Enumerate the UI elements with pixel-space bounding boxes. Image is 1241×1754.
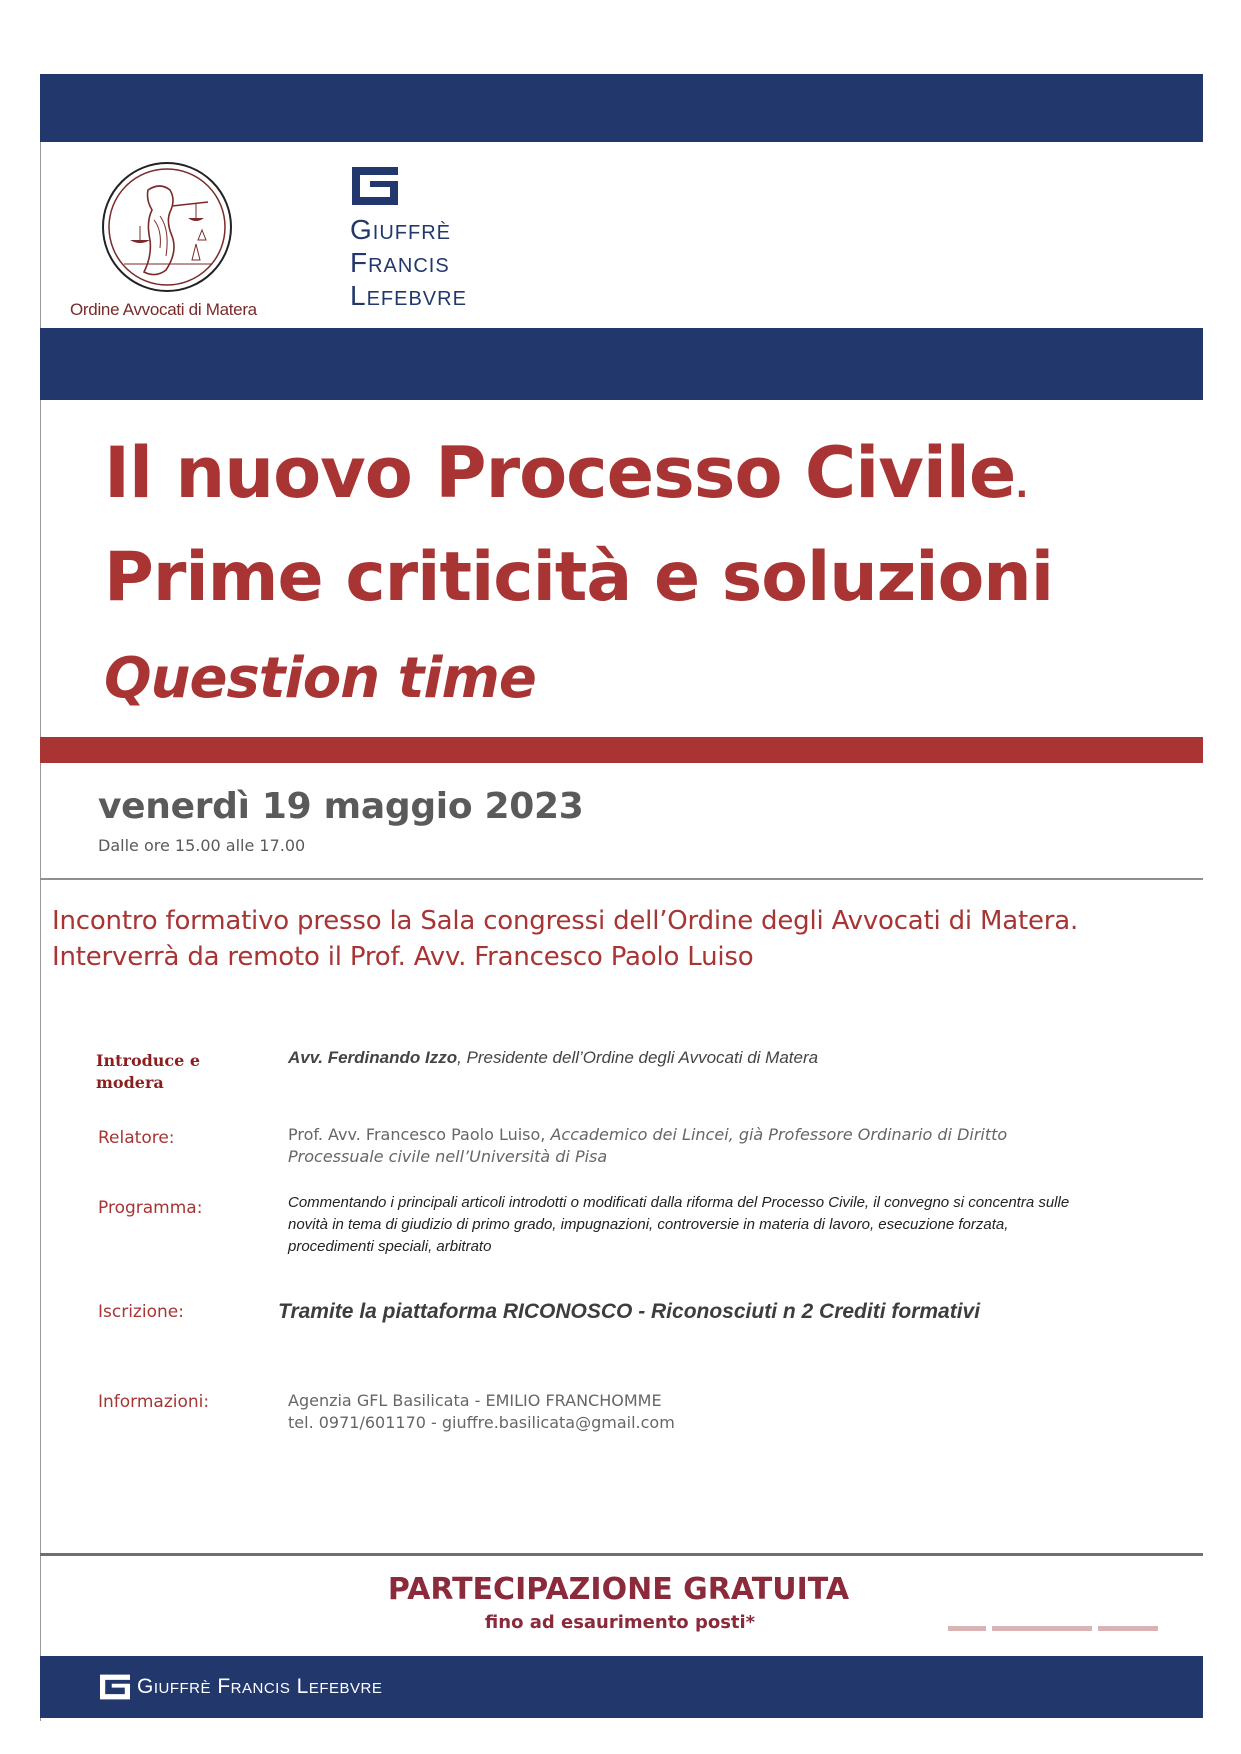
participation-headline	[0, 1572, 1241, 1607]
page-frame	[40, 74, 1203, 1721]
informazioni-line-2: tel. 0971/601170 - giuffre.basilicata@gmail.com	[288, 1413, 675, 1432]
introduce-value	[288, 1048, 818, 1068]
intro-line-1: Incontro formativo presso la Sala congressi dell’Ordine degli Avvocati di Matera.	[52, 906, 1079, 936]
informazioni-line-1: Agenzia GFL Basilicata - EMILIO FRANCHOMME	[288, 1391, 662, 1410]
relatore-name: Prof. Avv. Francesco Paolo Luiso,	[288, 1125, 546, 1144]
title-line-1-text: Il nuovo Processo Civile	[104, 432, 1016, 514]
participation-subline-text: fino ad esaurimento posti*	[484, 1612, 756, 1633]
header-band-top	[40, 74, 1203, 142]
informazioni-value	[288, 1390, 675, 1434]
gfl-logo-mark-icon	[352, 167, 398, 205]
title-divider-bar	[40, 737, 1203, 763]
seal-caption: Ordine Avvocati di Matera	[70, 300, 257, 319]
cropped-text-remnant	[948, 1626, 1160, 1634]
footer-divider	[40, 1553, 1203, 1556]
title-line-1	[104, 432, 1027, 514]
relatore-value	[288, 1124, 1068, 1168]
title-line-2: Prime criticità e soluzioni	[104, 538, 1054, 617]
gfl-logo-line-3: Lefebvre	[350, 280, 467, 311]
header-band-middle	[40, 328, 1203, 400]
gfl-logo-wordmark	[350, 213, 467, 312]
title-line-3: Question time	[104, 646, 536, 711]
intro-line-2: Interverrà da remoto il Prof. Avv. Francesco Paolo Luiso	[52, 942, 754, 972]
introduce-name: Avv. Ferdinando Izzo	[288, 1048, 458, 1067]
gfl-logo-line-2: Francis	[350, 247, 450, 278]
event-hours: Dalle ore 15.00 alle 17.00	[98, 836, 306, 855]
ordine-avvocati-seal-logo	[100, 160, 234, 294]
gfl-logo-line-1: Giuffrè	[350, 214, 451, 245]
relatore-label: Relatore:	[98, 1128, 175, 1148]
title-line-1-suffix: .	[1015, 466, 1028, 506]
programma-text: Commentando i principali articoli introdotti o modificati dalla riforma del Processo Civile, il convegno si concentra sulle novità in tema di giudizio di primo grado, impugnazioni, controversie in materia di lavoro, esecuzione forzata, procedimenti speciali, arbitrato	[288, 1194, 1070, 1255]
section-divider	[40, 878, 1203, 880]
relatore-role: Accademico dei Lincei, già Professore Ordinario di Diritto Processuale civile nell’Università di Pisa	[288, 1125, 1008, 1166]
gfl-footer-logo-icon	[100, 1674, 130, 1700]
introduce-role: , Presidente dell’Ordine degli Avvocati di Matera	[457, 1048, 819, 1067]
event-date: venerdì 19 maggio 2023	[98, 786, 584, 827]
programma-label: Programma:	[98, 1198, 203, 1218]
introduce-label: Introduce e modera	[96, 1051, 201, 1092]
iscrizione-text: Tramite la piattaforma RICONOSCO - Riconosciuti n 2 Crediti formativi	[278, 1300, 981, 1323]
footer-brand: Giuffrè Francis Lefebvre	[137, 1675, 383, 1698]
iscrizione-label: Iscrizione:	[98, 1302, 184, 1322]
informazioni-label: Informazioni:	[98, 1392, 210, 1412]
participation-headline-text: PARTECIPAZIONE GRATUITA	[387, 1572, 850, 1607]
